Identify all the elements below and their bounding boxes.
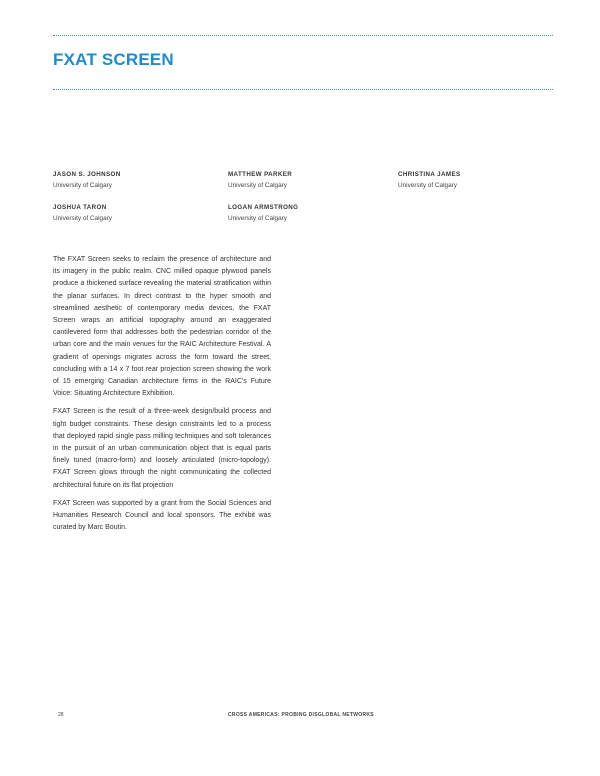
title-dotted-rule bbox=[53, 89, 553, 90]
author-block bbox=[228, 203, 388, 224]
body-paragraph: The FXAT Screen seeks to reclaim the presence of architecture and its imagery in the public realm. CNC milled opaque plywood panels produce a thickened surface revealing the material stratification within the planar surfaces. In direct contrast to the hyper smooth and streamlined aesthetic of contemporary media devices, the FXAT Screen wraps an artificial topography around an exaggerated cantilevered form that addresses both the pedestrian corridor of the urban core and the main venues for the RAIC Architecture Festival. A gradient of openings migrates across the form toward the street, concluding with a 14 x 7 foot rear projection screen showing the work of 15 emerging Canadian architecture firms in the RAIC's Future Voice: Situating Architecture Exhibition. bbox=[53, 256, 271, 398]
page-title: FXAT SCREEN bbox=[53, 50, 174, 69]
author-affiliation: University of Calgary bbox=[398, 182, 457, 189]
body-paragraph: FXAT Screen was supported by a grant from the Social Sciences and Humanities Research Council and local sponsors. The exhibit was curated by Marc Boutin. bbox=[53, 499, 271, 532]
author-name: MATTHEW PARKER bbox=[228, 171, 293, 178]
author-name: JASON S. JOHNSON bbox=[53, 171, 121, 178]
author-name: LOGAN ARMSTRONG bbox=[228, 204, 299, 211]
author-block bbox=[53, 203, 213, 224]
author-affiliation: University of Calgary bbox=[53, 182, 112, 189]
author-affiliation: University of Calgary bbox=[53, 215, 112, 222]
author-block bbox=[228, 170, 388, 191]
page-number: 28 bbox=[58, 712, 64, 718]
author-name: JOSHUA TARON bbox=[53, 204, 107, 211]
author-block bbox=[398, 170, 558, 191]
author-affiliation: University of Calgary bbox=[228, 215, 287, 222]
top-dotted-rule bbox=[53, 35, 553, 36]
author-affiliation: University of Calgary bbox=[228, 182, 287, 189]
author-block bbox=[53, 170, 213, 191]
running-title: CROSS AMERICAS: PROBING DISGLOBAL NETWORKS bbox=[228, 712, 374, 718]
author-name: CHRISTINA JAMES bbox=[398, 171, 461, 178]
body-paragraph: FXAT Screen is the result of a three-week design/build process and tight budget constraints. These design constraints led to a process that deployed rapid single pass milling techniques and soft tolerances in the pursuit of an urban communication object that is equal parts finely tuned (macro-form) and loosely articulated (micro-topology). FXAT Screen glows through the night communicating the collected architectural future on its flat projection bbox=[53, 408, 271, 489]
body-text bbox=[53, 254, 271, 540]
